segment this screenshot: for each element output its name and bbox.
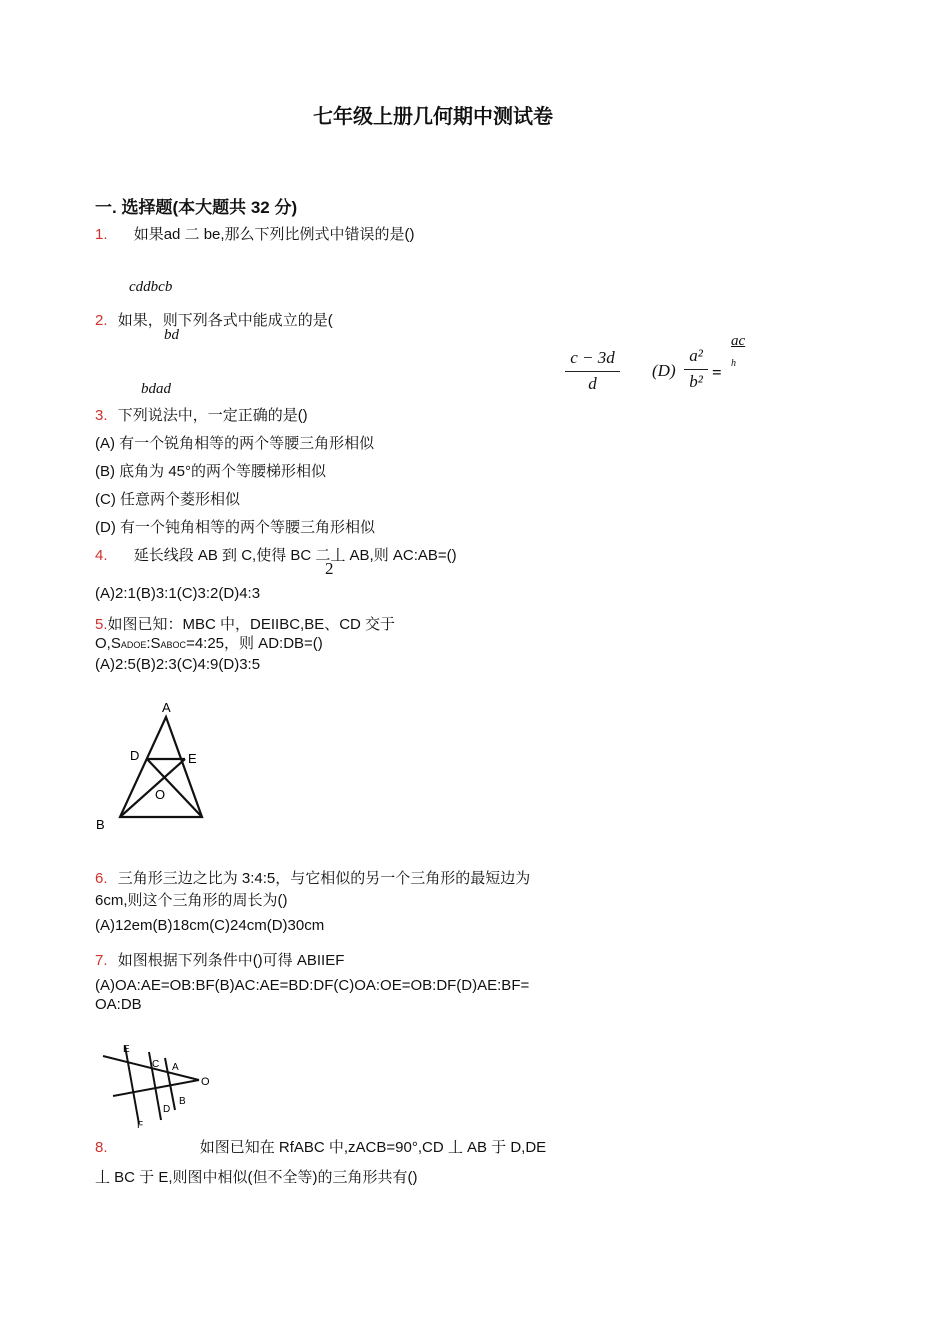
question-text: 如果ad 二 be,那么下列比例式中错误的是() [133, 226, 415, 243]
formula-right-top: ac [731, 333, 746, 349]
q5-options: (A)2:5(B)2:3(C)4:9(D)3:5 [95, 656, 261, 673]
question-number: 6. [95, 870, 108, 887]
question-8-line-2: 丄 BC 于 E,则图中相似(但不全等)的三角形共有() [95, 1169, 418, 1186]
text-fragment: :S [146, 635, 161, 652]
formula-d-fraction [684, 346, 708, 392]
question-4 [95, 544, 457, 565]
q6-options: (A)12em(B)18cm(C)24cm(D)30cm [95, 917, 325, 934]
q3-option-a: (A) 有一个锐角相等的两个等腰三角形相似 [95, 435, 375, 452]
question-6 [95, 867, 530, 888]
q3-option-b: (B) 底角为 45°的两个等腰梯形相似 [95, 463, 327, 480]
question-6-line-2: 6cm,则这个三角形的周长为() [95, 892, 288, 909]
question-5 [95, 613, 395, 634]
question-7 [95, 949, 344, 970]
question-text: 如图根据下列条件中()可得 ABIIEF [117, 952, 345, 969]
formula-d-label: (D) [652, 361, 676, 380]
subscript-aboc: ABOC [160, 640, 187, 650]
question-text: 下列说法中，一定正确的是() [117, 407, 308, 424]
formula-right-bottom: h [731, 358, 736, 369]
question-5-line-2 [95, 632, 323, 653]
question-text: 如图已知在 RfABC 中,zACB=90°,CD 丄 AB 于 D,DE [199, 1139, 547, 1156]
q4-fraction-denominator: 2 [325, 559, 334, 578]
question-number: 2. [95, 312, 108, 329]
question-text: 延长线段 AB 到 C,使得 BC 二丄 AB,则 AC:AB=() [133, 547, 457, 564]
formula-d-denominator: b² [689, 372, 703, 391]
q7-figure [95, 1038, 225, 1133]
label-o: O [155, 787, 166, 802]
subscript-adoe: ADOE [120, 640, 147, 650]
formula-c-numerator: c − 3d [570, 348, 615, 367]
label-b: B [96, 817, 105, 832]
question-number: 3. [95, 407, 108, 424]
text-fragment: =4:25，则 AD:DB=() [186, 635, 323, 652]
q4-options: (A)2:1(B)3:1(C)3:2(D)4:3 [95, 585, 261, 602]
formula-d-equals: = [712, 363, 722, 382]
question-8 [95, 1136, 546, 1157]
label-f: F [137, 1120, 144, 1131]
q7-options-line-1: (A)OA:AE=OB:BF(B)AC:AE=BD:DF(C)OA:OE=OB:DF(D)AE:BF= [95, 977, 530, 994]
question-3 [95, 404, 308, 425]
formula-c-denominator: d [588, 374, 597, 393]
label-o: O [201, 1076, 210, 1088]
q2-note-1: bd [164, 327, 179, 343]
question-number: 4. [95, 547, 108, 564]
q3-option-d: (D) 有一个钝角相等的两个等腰三角形相似 [95, 519, 375, 536]
question-2 [95, 309, 333, 330]
section-heading: 一. 选择题(本大题共 32 分) [95, 198, 298, 217]
question-1 [95, 223, 415, 244]
question-number: 1. [95, 226, 108, 243]
text-fragment: O,S [95, 635, 121, 652]
question-number: 5. [95, 616, 108, 633]
question-text: 如图已知：MBC 中，DEIIBC,BE、CD 交于 [107, 616, 396, 633]
question-number: 8. [95, 1139, 108, 1156]
formula-d-numerator: a² [689, 346, 703, 365]
q7-options-line-2: OA:DB [95, 996, 142, 1013]
label-d: D [163, 1104, 171, 1115]
label-d: D [130, 748, 140, 763]
q2-note-2: bdad [141, 381, 171, 397]
question-number: 7. [95, 952, 108, 969]
label-b: B [179, 1096, 186, 1107]
question-text: 三角形三边之比为 3:4:5，与它相似的另一个三角形的最短边为 [117, 870, 531, 887]
triangle-abc [120, 717, 202, 817]
label-e: E [123, 1044, 130, 1055]
label-e: E [188, 751, 197, 766]
question-text: 如果，则下列各式中能成立的是( [117, 312, 333, 329]
q3-option-c: (C) 任意两个菱形相似 [95, 491, 240, 508]
label-c: C [152, 1059, 160, 1070]
formula-c-fraction [565, 348, 620, 394]
label-a: A [172, 1062, 179, 1073]
page-title: 七年级上册几何期中测试卷 [313, 106, 553, 128]
label-a: A [162, 700, 171, 715]
line-ef [125, 1046, 139, 1124]
q1-note: cddbcb [129, 279, 173, 295]
q5-triangle-figure [90, 695, 220, 840]
